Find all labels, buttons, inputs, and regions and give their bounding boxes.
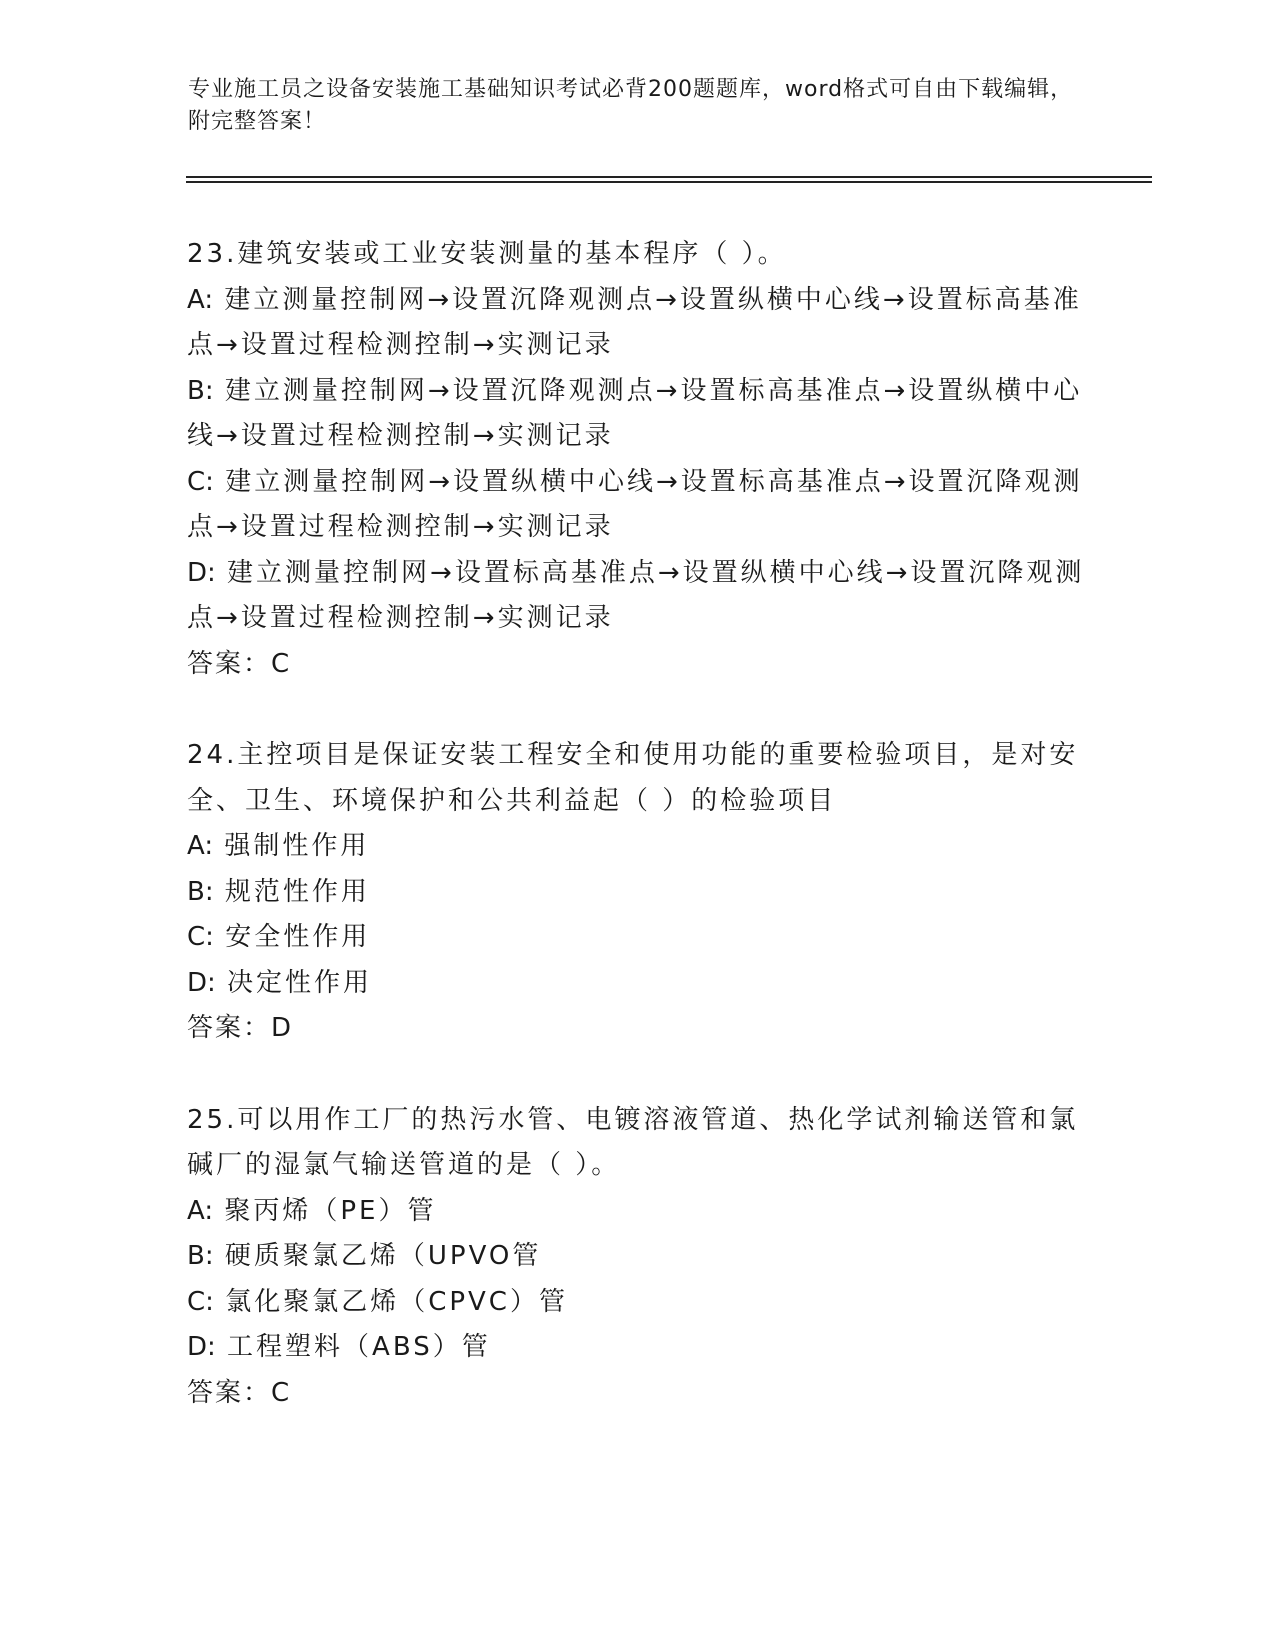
option-c — [187, 1280, 1087, 1326]
question-text: 24.主控项目是保证安装工程安全和使用功能的重要检验项目，是对安全、卫生、环境保护和公共利益起（ ）的检验项目 — [187, 740, 1079, 816]
option-text: 建立测量控制网→设置沉降观测点→设置纵横中心线→设置标高基准点→设置过程检测控制→实测记录 — [187, 284, 1082, 360]
option-d — [187, 1325, 1087, 1371]
question-text: 23.建筑安装或工业安装测量的基本程序（ ）。 — [187, 239, 787, 269]
option-text: 硬质聚氯乙烯（UPVO管 — [224, 1241, 542, 1271]
option-d — [187, 551, 1087, 642]
option-text: 强制性作用 — [224, 831, 370, 861]
option-letter: B: — [187, 375, 214, 406]
option-text: 规范性作用 — [224, 876, 370, 907]
option-letter: A: — [187, 1195, 214, 1226]
option-c — [187, 915, 1087, 961]
option-text: 建立测量控制网→设置纵横中心线→设置标高基准点→设置沉降观测点→设置过程检测控制→实测记录 — [187, 466, 1083, 542]
option-d — [187, 961, 1087, 1007]
option-a — [187, 278, 1087, 369]
option-letter: D: — [187, 557, 216, 588]
option-letter: C: — [187, 922, 214, 952]
option-letter: B: — [187, 1241, 214, 1271]
option-text: 安全性作用 — [225, 922, 371, 952]
option-letter: A: — [187, 831, 214, 861]
option-b — [187, 1234, 1087, 1280]
question-item — [187, 733, 1087, 1052]
option-text: 建立测量控制网→设置沉降观测点→设置标高基准点→设置纵横中心线→设置过程检测控制→实测记录 — [187, 375, 1083, 451]
answer-text: 答案：D — [187, 1013, 294, 1043]
option-c — [187, 460, 1087, 551]
option-text: 决定性作用 — [227, 967, 373, 998]
answer-text: 答案：C — [187, 648, 292, 679]
document-header: 专业施工员之设备安装施工基础知识考试必背200题题库，word格式可自由下载编辑，附完整答案！ — [188, 77, 1074, 134]
question-list — [187, 232, 1087, 1462]
option-letter: A: — [187, 284, 214, 315]
option-text: 建立测量控制网→设置标高基准点→设置纵横中心线→设置沉降观测点→设置过程检测控制→实测记录 — [187, 557, 1085, 633]
option-letter: D: — [187, 967, 216, 998]
option-letter: B: — [187, 876, 214, 907]
option-a — [187, 1189, 1087, 1235]
option-text: 聚丙烯（PE）管 — [224, 1195, 437, 1226]
option-b — [187, 369, 1087, 460]
header-divider-bottom — [186, 181, 1152, 183]
answer-text: 答案：C — [187, 1377, 292, 1408]
question-item — [187, 1098, 1087, 1417]
option-letter: D: — [187, 1332, 216, 1362]
option-letter: C: — [187, 1286, 214, 1317]
question-item — [187, 232, 1087, 687]
header-divider-top — [186, 176, 1152, 178]
option-text: 工程塑料（ABS）管 — [227, 1332, 491, 1362]
option-a — [187, 824, 1087, 870]
option-letter: C: — [187, 466, 214, 497]
question-text: 25.可以用作工厂的热污水管、电镀溶液管道、热化学试剂输送管和氯碱厂的湿氯气输送管道的是（ ）。 — [187, 1104, 1079, 1180]
option-text: 氯化聚氯乙烯（CPVC）管 — [225, 1286, 568, 1317]
option-b — [187, 870, 1087, 916]
